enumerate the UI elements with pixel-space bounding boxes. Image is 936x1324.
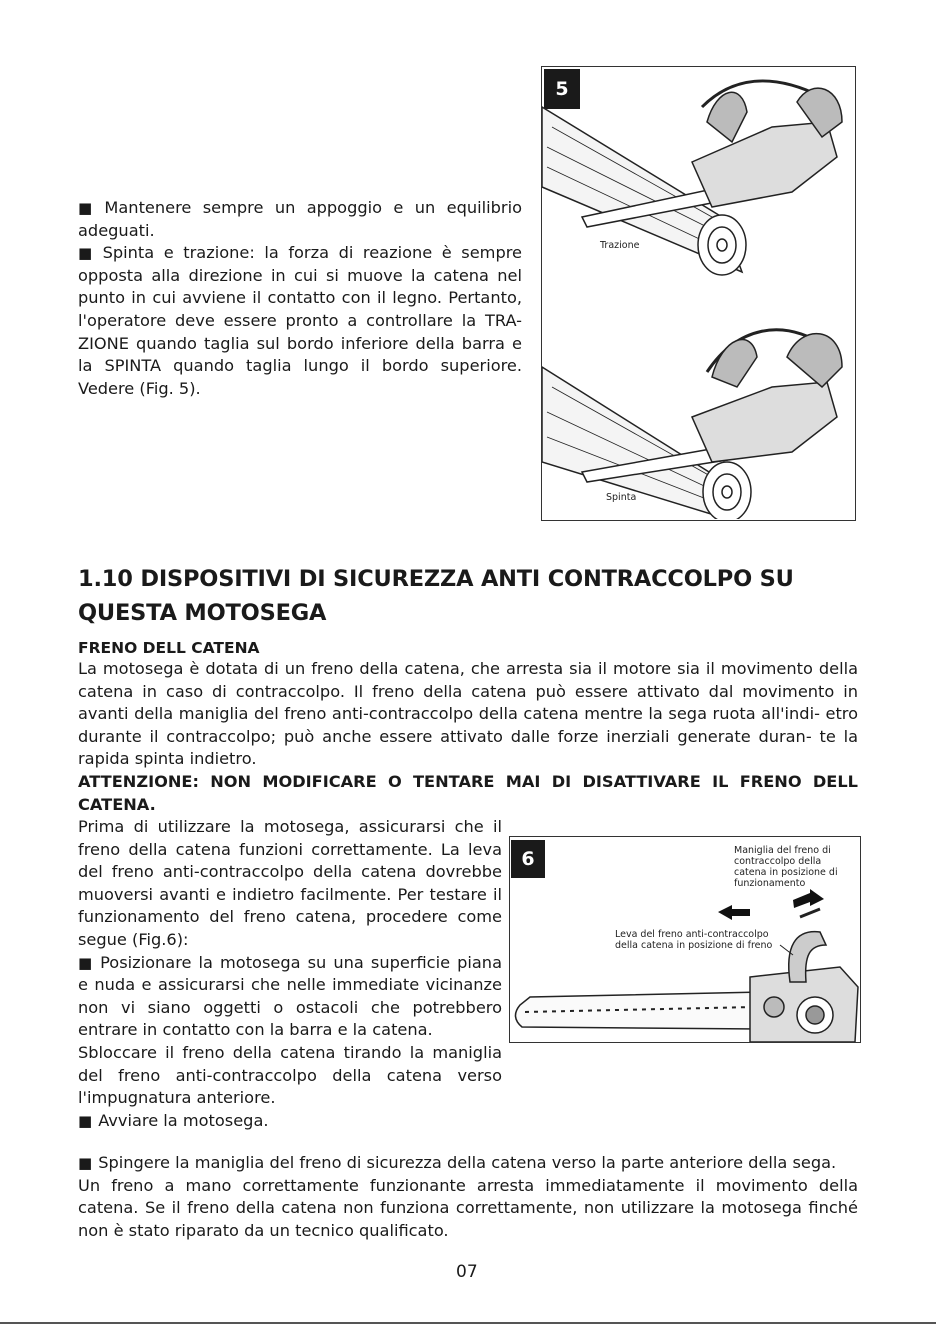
- closing-text: Un freno a mano correttamente funzionante arresta immediatamente il movimento della catena. Se il freno della catena non funziona correttamente, non utilizzare la motosega finché non è stato riparato da un tecnico qualificato.: [78, 1175, 858, 1240]
- section-title-line-2: QUESTA MOTOSEGA: [78, 600, 327, 626]
- intro-text: La motosega è dotata di un freno della catena, che arresta sia il motore sia il movimento della catena in caso di contraccolpo. Il freno della catena può essere attivato dal movimento in avanti della maniglia del freno anti-contraccolpo della catena mentre la sega ruota all'indi- etro durante il contraccolpo; può anche essere attivato dalle forze inerziali generate duran- te la rapida spinta indietro.: [78, 659, 858, 769]
- figure-5: [541, 66, 856, 521]
- bullet-push-pull: ■ Spinta e trazione: la forza di reazione è sempre opposta alla direzione in cui si muove la catena nel punto in cui avviene il contatto con il legno. Pertanto, l'operatore deve essere pronto a controllare la TRA- ZIONE quando taglia sul bordo inferiore della barra e la SPINTA quando taglia lungo il bordo superiore. Vedere (Fig. 5).: [78, 242, 522, 400]
- section-title-line-1: 1.10 DISPOSITIVI DI SICUREZZA ANTI CONTRACCOLPO SU: [78, 566, 794, 592]
- test-intro: Prima di utilizzare la motosega, assicurarsi che il freno della catena funzioni correttamente. La leva del freno anti-contraccolpo della catena dovrebbe muoversi avanti e indietro facilmente. Per testare il funzionamento del freno catena, procedere come segue (Fig.6):: [78, 817, 502, 949]
- bottom-rule: [0, 1322, 936, 1324]
- page-number: 07: [456, 1262, 478, 1282]
- intro-paragraph: [78, 658, 858, 816]
- figure-6-number: 6: [511, 840, 545, 878]
- warning-text: ATTENZIONE: NON MODIFICARE O TENTARE MAI DI DISATTIVARE IL FRENO DELL CATENA.: [78, 771, 858, 814]
- figure-6-label-handle: Maniglia del freno di contraccolpo della catena in posizione di funzionamento: [734, 845, 838, 889]
- bullet-start: ■ Avviare la motosega.: [78, 1110, 502, 1133]
- unlock-text: Sbloccare il freno della catena tirando la maniglia del freno anti-contraccolpo della catena verso l'impugnatura anteriore.: [78, 1042, 502, 1108]
- bullet-position: ■ Posizionare la motosega su una superficie piana e nuda e assicurarsi che nelle immediate vicinanze non vi siano oggetti o ostacoli che potrebbero entrare in contatto con la barra e la catena.: [78, 952, 502, 1042]
- bullet-push-handle: ■ Spingere la maniglia del freno di sicurezza della catena verso la parte anteriore della sega.: [78, 1152, 858, 1175]
- test-column: [78, 816, 502, 1132]
- chainsaw-pull-illustration: [542, 67, 854, 519]
- section-heading: [78, 562, 878, 630]
- closing-block: [78, 1152, 858, 1242]
- top-text-block: [78, 197, 522, 400]
- figure-6-label-lever: Leva del freno anti-contraccolpo della catena in posizione di freno: [615, 929, 773, 951]
- figure-5-number: 5: [544, 69, 580, 109]
- figure-5-label-pull: Trazione: [600, 240, 640, 251]
- subheading-chain-brake: FRENO DELL CATENA: [78, 639, 260, 657]
- figure-5-label-push: Spinta: [606, 492, 637, 503]
- bullet-balance: ■ Mantenere sempre un appoggio e un equilibrio adeguati.: [78, 197, 522, 242]
- figure-6: [509, 836, 861, 1043]
